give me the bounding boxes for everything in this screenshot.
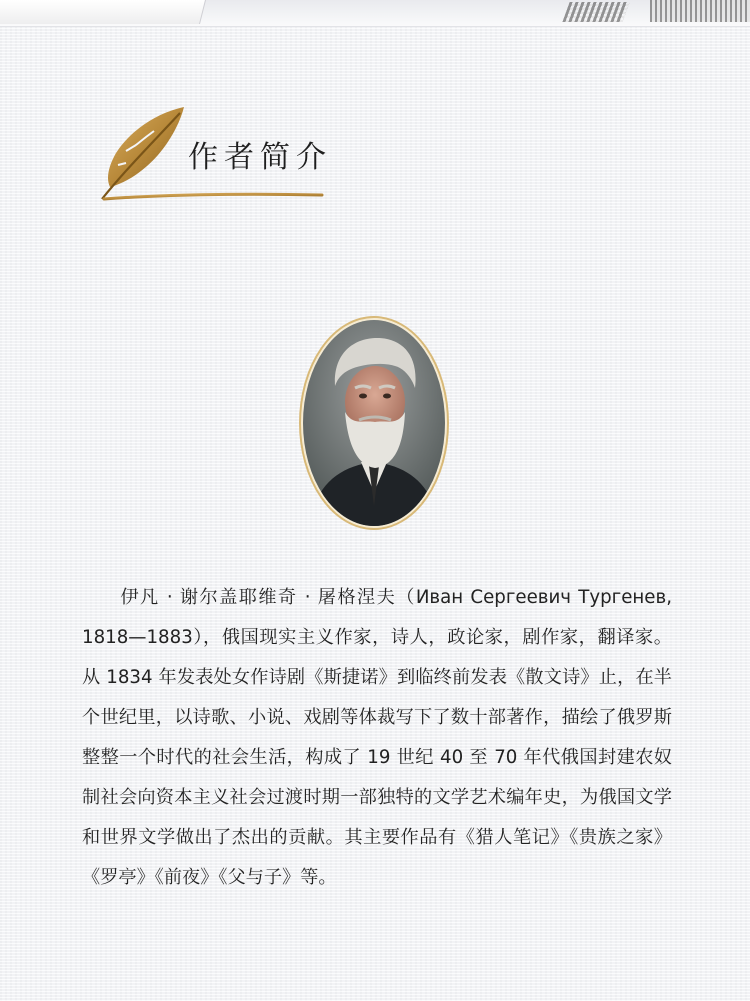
qr-code-corner (562, 2, 629, 22)
previous-page-edge (0, 0, 206, 24)
biography-body: 伊凡 · 谢尔盖耶维奇 · 屠格涅夫（Иван Сергеевич Тургенев, 1818—1883），俄国现实主义作家，诗人，政论家，剧作家，翻译家。从 1834 年发表处女作诗剧《斯捷诺》到临终前发表《散文诗》止，在半个世纪里，以诗歌、小说、戏剧等体裁写下了数十部著作，描绘了俄罗斯整整一个时代的社会生活，构成了 19 世纪 40 至 70 年代俄国封建农奴制社会向资本主义社会过渡时期一部独特的文学艺术编年史，为俄国文学和世界文学做出了杰出的贡献。其主要作品有《猎人笔记》《贵族之家》《罗亭》《前夜》《父与子》等。 (82, 587, 672, 888)
portrait-icon (299, 316, 449, 530)
section-title: 作者简介 (188, 140, 332, 175)
book-edge-decoration (650, 0, 750, 22)
top-page-edge (0, 0, 750, 26)
biography-text (82, 578, 672, 898)
